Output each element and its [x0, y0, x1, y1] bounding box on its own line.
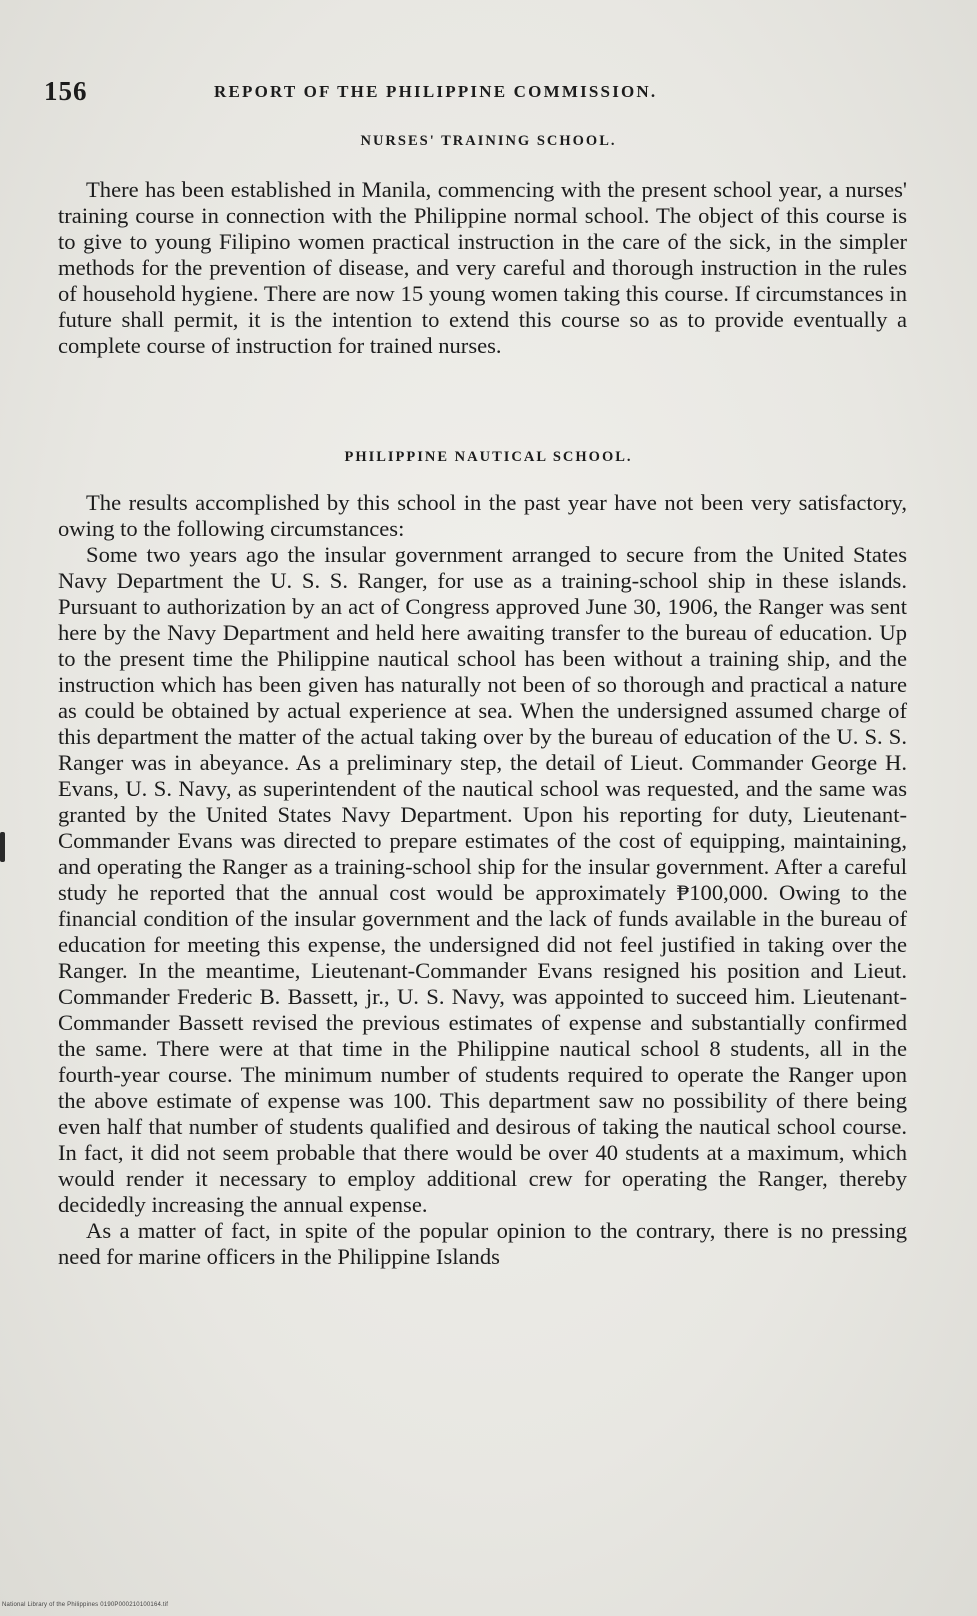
- section-body-nautical: [58, 490, 907, 1270]
- section-heading-nurses: NURSES' TRAINING SCHOOL.: [360, 133, 617, 149]
- paragraph: There has been established in Manila, commencing with the present school year, a nurses' training course in connection with the Philippine normal school. The object of this course is to give to young Filipino women practical instruction in the care of the sick, in the simpler methods for the prevention of disease, and very careful and thorough instruction in the rules of household hygiene. There are now 15 young women taking this course. If circumstances in future shall permit, it is the intention to extend this course so as to provide eventually a complete course of instruction for trained nurses.: [58, 177, 907, 358]
- running-title: REPORT OF THE PHILIPPINE COMMISSION.: [214, 82, 658, 101]
- section-heading-nautical: PHILIPPINE NAUTICAL SCHOOL.: [344, 449, 633, 465]
- paragraph: The results accomplished by this school in the past year have not been very satisfactory, owing to the following circumstances:: [58, 490, 907, 541]
- paragraph: As a matter of fact, in spite of the popular opinion to the contrary, there is no pressing need for marine officers in the Philippine Islands: [58, 1218, 907, 1269]
- scan-watermark: National Library of the Philippines 0190P000210100164.tif: [2, 1602, 169, 1608]
- paragraph: Some two years ago the insular government arranged to secure from the United States Navy Department the U. S. S. Ranger, for use as a training-school ship in these islands. Pursuant to authorization by an act of Congress approved June 30, 1906, the Ranger was sent here by the Navy Department and held here awaiting transfer to the bureau of education. Up to the present time the Philippine nautical school has been without a training ship, and the instruction which has been given has naturally not been of so thorough and practical a nature as could be obtained by actual experience at sea. When the undersigned assumed charge of this department the matter of the actual taking over by the bureau of education of the U. S. S. Ranger was in abeyance. As a preliminary step, the detail of Lieut. Commander George H. Evans, U. S. Navy, as superintendent of the nautical school was requested, and the same was granted by the United States Navy Department. Upon his reporting for duty, Lieutenant-Commander Evans was directed to prepare estimates of the cost of equipping, maintaining, and operating the Ranger as a training-school ship for the insular government. After a careful study he reported that the annual cost would be approximately ₱100,000. Owing to the financial condition of the insular government and the lack of funds available in the bureau of education for meeting this expense, the undersigned did not feel justified in taking over the Ranger. In the meantime, Lieutenant-Commander Evans resigned his position and Lieut. Commander Frederic B. Bassett, jr., U. S. Navy, was appointed to succeed him. Lieutenant-Commander Bassett revised the previous estimates of expense and substantially confirmed the same. There were at that time in the Philippine nautical school 8 students, all in the fourth-year course. The minimum number of students required to operate the Ranger upon the above estimate of expense was 100. This department saw no possibility of there being even half that number of students qualified and desirous of taking the nautical school course. In fact, it did not seem probable that there would be over 40 students at a maximum, which would render it necessary to employ additional crew for operating the Ranger, thereby decidedly increasing the annual expense.: [58, 542, 907, 1217]
- margin-mark: [0, 832, 5, 862]
- section-body-nurses: [58, 177, 907, 359]
- running-head: [44, 76, 924, 108]
- page-number: 156: [44, 76, 88, 106]
